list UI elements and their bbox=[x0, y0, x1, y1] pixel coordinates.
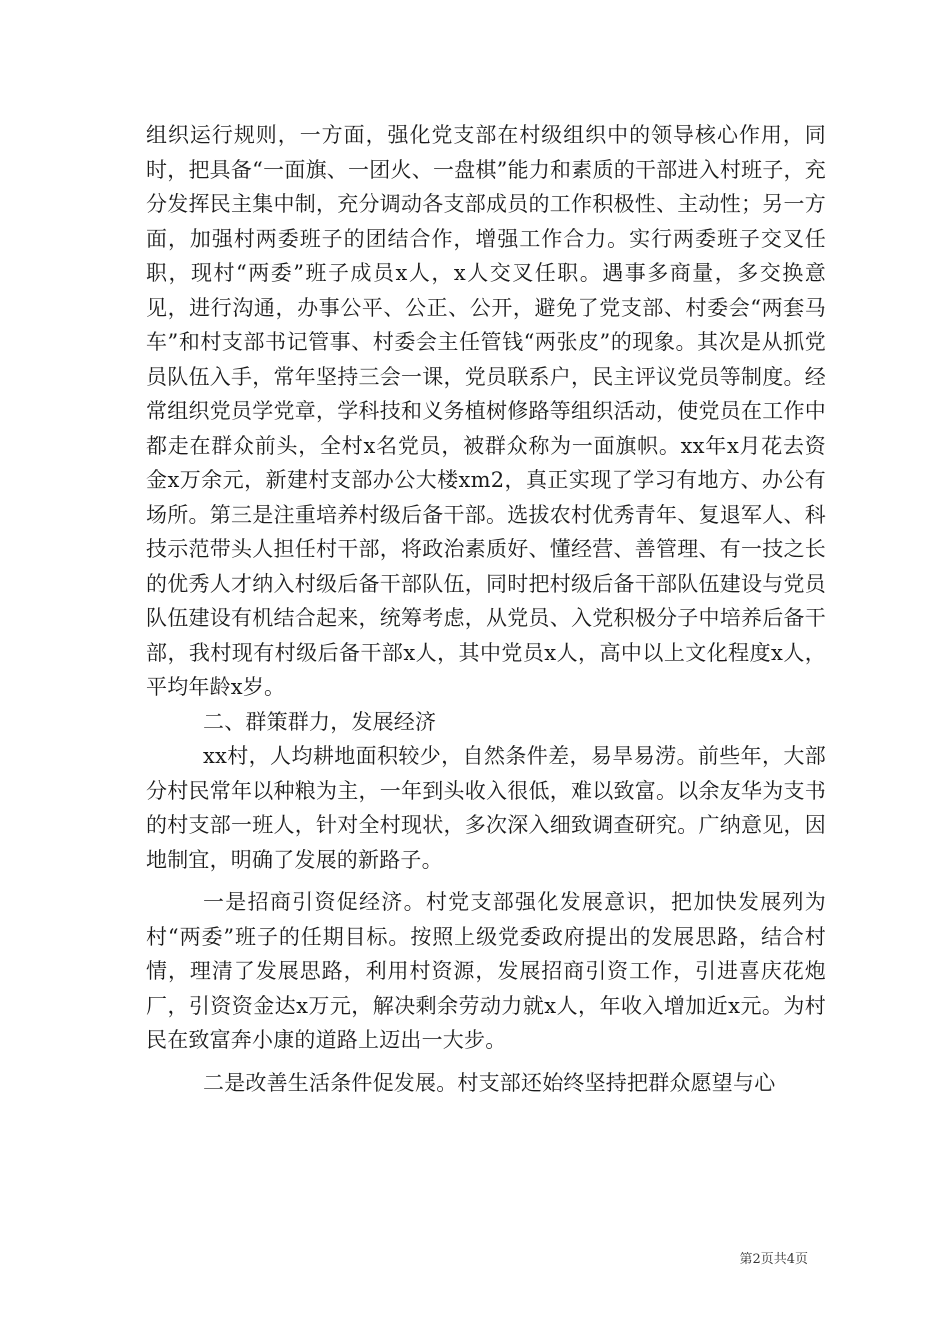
paragraph-spacer bbox=[146, 1058, 826, 1066]
paragraph-village-overview: xx村，人均耕地面积较少，自然条件差，易旱易涝。前些年，大部分村民常年以种粮为主，一年到头收入很低，难以致富。以余友华为支书的村支部一班人，针对全村现状，多次深入细致调查研究。广纳意见，因地制宜，明确了发展的新路子。 bbox=[146, 744, 826, 872]
document-body bbox=[146, 118, 826, 1100]
page-number-footer: 第2页共4页 bbox=[739, 1252, 808, 1267]
paragraph-spacer bbox=[146, 877, 826, 885]
section-heading-economy: 二、群策群力，发展经济 bbox=[203, 709, 437, 734]
paragraph-investment: 一是招商引资促经济。村党支部强化发展意识，把加快发展列为村“两委”班子的任期目标。按照上级党委政府提出的发展思路，结合村情，理清了发展思路，利用村资源，发展招商引资工作，引进喜庆花炮厂，引资资金达x万元，解决剩余劳动力就x人，年收入增加近x元。为村民在致富奔小康的道路上迈出一大步。 bbox=[146, 890, 826, 1052]
paragraph-party-organization: 组织运行规则，一方面，强化党支部在村级组织中的领导核心作用，同时，把具备“一面旗、一团火、一盘棋”能力和素质的干部进入村班子，充分发挥民主集中制，充分调动各支部成员的工作积极性、主动性；另一方面，加强村两委班子的团结合作，增强工作合力。实行两委班子交叉任职，现村“两委”班子成员x人，x人交叉任职。遇事多商量，多交换意见，进行沟通，办事公平、公正、公开，避免了党支部、村委会“两套马车”和村支部书记管事、村委会主任管钱“两张皮”的现象。其次是从抓党员队伍入手，常年坚持三会一课，党员联系户，民主评议党员等制度。经常组织党员学党章，学科技和义务植树修路等组织活动，使党员在工作中都走在群众前头，全村x名党员，被群众称为一面旗帜。xx年x月花去资金x万余元，新建村支部办公大楼xm2，真正实现了学习有地方、办公有场所。第三是注重培养村级后备干部。选拔农村优秀青年、复退军人、科技示范带头人担任村干部，将政治素质好、懂经营、善管理、有一技之长的优秀人才纳入村级后备干部队伍，同时把村级后备干部队伍建设与党员队伍建设有机结合起来，统筹考虑，从党员、入党积极分子中培养后备干部，我村现有村级后备干部x人，其中党员x人，高中以上文化程度x人，平均年龄x岁。 bbox=[146, 123, 826, 699]
paragraph-living-conditions: 二是改善生活条件促发展。村支部还始终坚持把群众愿望与心 bbox=[203, 1070, 776, 1095]
